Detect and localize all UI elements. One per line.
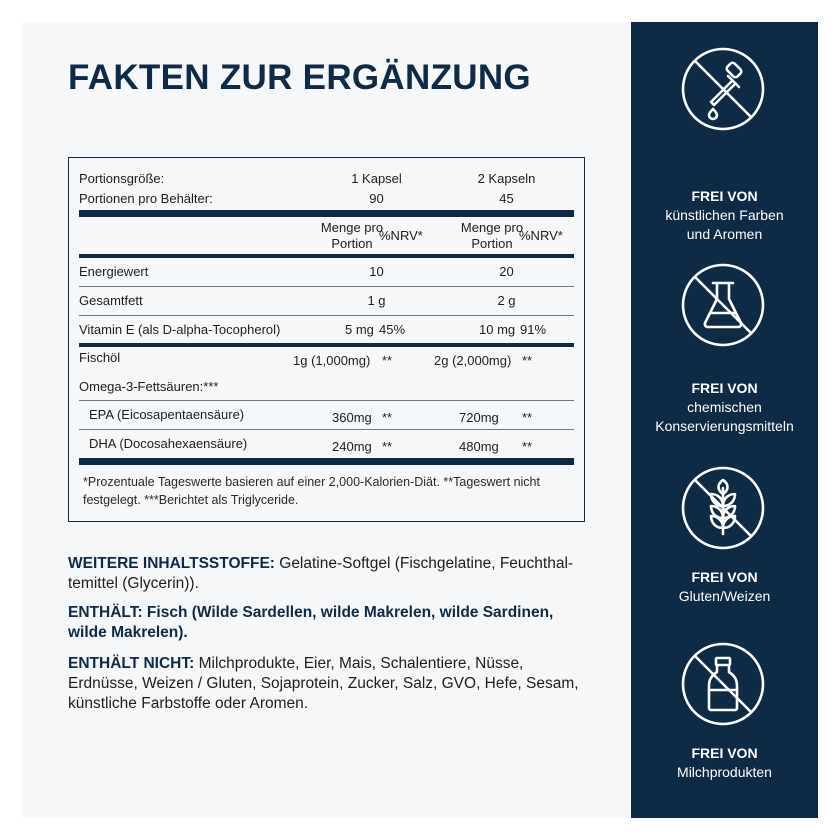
badge-heading: FREI VON <box>691 188 758 204</box>
servings-2: 45 <box>499 191 514 206</box>
servings-1: 90 <box>369 191 384 206</box>
nrv-header-1: %NRV* <box>379 228 423 243</box>
page <box>22 22 818 818</box>
contains-allergens: ENTHÄLT: Fisch (Wilde Sardellen, wilde Makrelen, wilde Sardinen, wilde Makrelen). <box>68 604 554 641</box>
serving-size-2: 2 Kapseln <box>477 171 536 186</box>
footnote: *Prozentuale Tageswerte basieren auf einer 2,000-Kalorien-Diät. **Tageswert nicht festgelegt. ***Berichtet als Triglyceride. <box>83 475 540 507</box>
badge-line: Konservierungsmitteln <box>655 418 794 434</box>
does-not-contain: ENTHÄLT NICHT: Milchprodukte, Eier, Mais, Schalentiere, Nüsse, Erdnüsse, Weizen / Gluten, Sojaprotein, Zucker, Salz, GVO, Hefe, Sesam, künstliche Farbstoffe oder Aromen. <box>68 655 579 712</box>
divider <box>79 400 574 401</box>
serving-size-label: Portionsgröße: <box>79 171 165 186</box>
amount-header-1: Menge pro Portion <box>320 220 384 251</box>
servings-label: Portionen pro Behälter: <box>79 191 213 206</box>
divider <box>79 315 574 316</box>
divider <box>79 429 574 430</box>
divider-thick <box>79 458 574 465</box>
page-title: FAKTEN ZUR ERGÄNZUNG <box>68 58 531 97</box>
other-ingredients: WEITERE INHALTSSTOFFE: Gelatine-Softgel (Fischgelatine, Feuchthaltemittel (Glycerin)). <box>68 555 574 592</box>
badge-line: chemischen <box>687 399 762 415</box>
serving-size-1: 1 Kapsel <box>351 171 402 186</box>
badge-line: und Aromen <box>686 226 763 242</box>
amount-header-2: Menge pro Portion <box>460 220 524 251</box>
badge-line: Gluten/Weizen <box>678 588 771 604</box>
badge-heading: FREI VON <box>691 569 758 585</box>
badge-heading: FREI VON <box>691 745 758 761</box>
divider-thick <box>79 343 574 347</box>
badge-line: Milchprodukten <box>677 764 772 780</box>
flask-icon <box>681 263 765 347</box>
badge-heading: FREI VON <box>691 380 758 396</box>
divider-thick <box>79 210 574 217</box>
free-from-sidebar <box>631 22 818 818</box>
supplement-facts-table: Portionsgröße: 1 Kapsel 2 Kapseln Portionen pro Behälter: 90 45 Menge pro Portion %NRV* Menge pro Portion %NRV* Energiewert 10 20 Gesamtfett 1 g 2 g Vitamin E (als D-alpha-Tocopherol) 5 mg 45% 10 mg 91% Fischöl 1g (1,000mg) ** 2g (2,000mg) ** Omega-3-Fettsäuren:*** EPA (Eicosapentaensäure) 360mg ** 720mg ** DHA (Docosahexaensäure) 240mg ** 480mg ** *Prozentuale Tageswerte basieren auf einer 2,000-Kalorien-Diät. **Tageswert nicht festgelegt. ***Berichtet als Triglyceride. <box>68 157 585 522</box>
divider <box>79 286 574 287</box>
nrv-header-2: %NRV* <box>519 228 563 243</box>
dropper-icon <box>681 47 765 131</box>
badge-line: künstlichen Farben <box>665 207 784 223</box>
wheat-icon <box>681 466 765 550</box>
milk-bottle-icon <box>681 642 765 726</box>
divider-thick <box>79 254 574 258</box>
